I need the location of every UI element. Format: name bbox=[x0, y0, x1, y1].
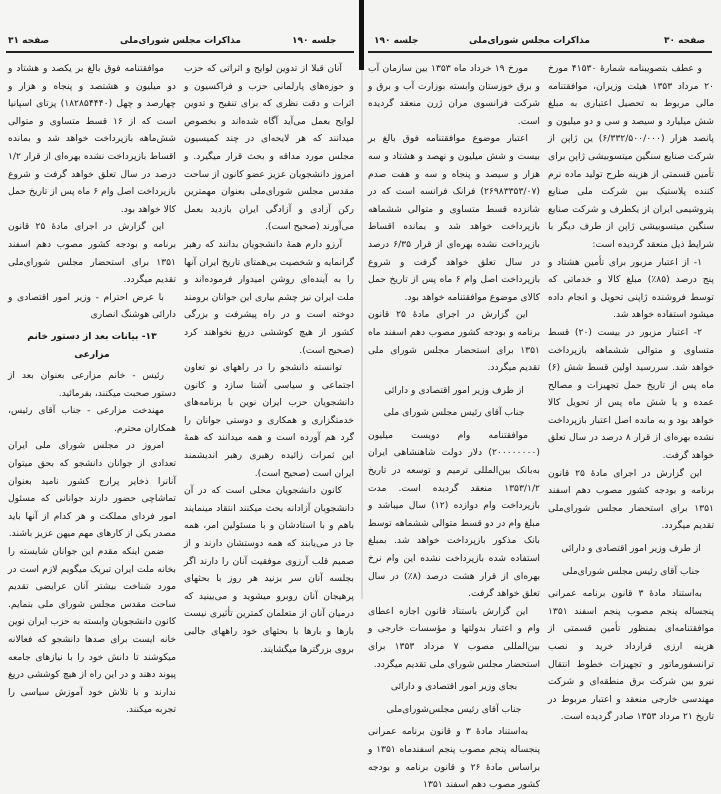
text-column-right bbox=[548, 60, 714, 726]
centered-line: از طرف وزیر امور اقتصادی و دارائی bbox=[384, 384, 524, 396]
page-header bbox=[0, 36, 360, 50]
centered-line: جناب آقای رئیس مجلس شورای ملی bbox=[383, 407, 525, 419]
paragraph: آرزو دارم همهٔ دانشجویان بدانند که رهبر گرانمایه و شخصیت بی‌همتای تاریخ ایران آنها را به آینده‌ای روشن امیدوار فرموده‌اند و ملت ایران نیز چشم بیاری این جوانان برومند دوخته است و در راه پیشرفت و بزرگی کشور از هیچ کوششی دریغ نخواهند کرد (صحیح است). bbox=[184, 238, 354, 356]
paragraph: موافقتنامه فوق بالغ بر یکصد و هشتاد و دو میلیون و هشتصد و پنجاه و هزار و چهارصد و چهل (۱۸۲۸۵۴۴۴۰) پزتای اسپانیا است که از ۱۶ قسط متساوی و متوالی شش‌ماهه بازپرداخت خواهد شد و بمانده اقساط بازپرداخت نشده بهره‌ای از قرار ۱/۲ درصد در سال تعلق خواهد گرفت و شروع بازپرداخت اصل وام ۶ ماه پس از تاریخ حمل کالا خواهد بود. bbox=[8, 63, 176, 215]
page-fold bbox=[361, 70, 363, 599]
paragraph: ۲- اعتبار مزبور در بیست (۲۰) قسط متساوی و متوالی ششماهه بازپرداخت خواهد شد. سررسید اولین قسط شش (۶) ماه پس از تاریخ حمل تجهیزات و مصالح عمده و یا شش ماه پس از تحویل کالا خواهد بود و به مانده اصل اعتبار بازپرداخت نشده بهره‌ای از قرار ۸ درصد در سال تعلق خواهد گرفت. bbox=[548, 326, 714, 462]
page-30 bbox=[364, 0, 721, 791]
paragraph: این گزارش در اجرای مادهٔ ۲۵ قانون برنامه و بودجه کشور مصوب دهم اسفند ماه ۱۳۵۱ برای استحضار مجلس شورای ملی تقدیم میگردد. bbox=[368, 309, 540, 374]
session-number: جلسه ۱۹۰ bbox=[374, 36, 419, 46]
header-rule bbox=[368, 51, 712, 53]
paragraph: مورخ ۱۹ خرداد ماه ۱۳۵۳ بین سازمان آب و برق خوزستان وابسته بوزارت آب و برق و شرکت فرانسوی مران ژرن منعقد گردیده است. bbox=[368, 63, 540, 127]
paragraph: به‌استناد مادهٔ ۳ و قانون برنامه عمرانی پنجساله پنجم مصوب پنجم اسفندماه ۱۳۵۱ و براساس مادهٔ ۲۶ و قانون برنامه و بودجه کشور مصوب دهم اسفند ۱۳۵۱ bbox=[368, 726, 541, 791]
centered-line: جناب آقای رئیس مجلس شورای‌ملی bbox=[562, 565, 700, 577]
text-column-left bbox=[368, 60, 540, 794]
centered-line: از طرف وزیر امور اقتصادی و دارائی bbox=[561, 543, 701, 555]
header-title: مذاکرات مجلس شورای‌ملی bbox=[469, 36, 590, 46]
paragraph: این گزارش در اجرای مادهٔ ۲۵ قانون برنامه و بودجه کشور مصوب دهم اسفند ۱۳۵۱ برای استحضار مجلس شورای‌ملی تقدیم میگردد. bbox=[8, 221, 176, 286]
centered-line: جناب آقای رئیس مجلس‌شورای‌ملی bbox=[386, 703, 522, 715]
section-heading: ۱۳- بیانات بعد از دستور خانم مزارعی bbox=[27, 330, 157, 360]
paragraph: این گزارش باستناد قانون اجازه اعطای وام و اعتبار بدولتها و مؤسسات خارجی و بین‌المللی مصوب ۷ مرداد ۱۳۵۳ برای استحضار مجلس شورای ملی تقدیم میگردد. bbox=[368, 605, 540, 670]
paragraph: اعتبار موضوع موافقتنامه فوق بالغ بر بیست و شش میلیون و نهصد و هشتاد و سه هزار و سیصد و پنجاه و سه و هفت صدم (۲۶۹۸۳۳۵۳/۰۷) فرانک فرانسه است که در شانزده قسط متساوی و متوالی ششماهه بازپرداخت خواهد شد و بمانده اقساط بازپرداخت نشده بهره‌ای از قرار ۶/۳۵ درصد در سال تعلق خواهد گرفت و شروع بازپرداخت اصل وام ۶ ماه پس از تاریخ حمل کالای موضوع موافقتنامه خواهد بود. bbox=[368, 133, 540, 303]
paragraph: توانسته دانشجو را در راههای نو تعاون اجتماعی و سیاسی آشنا سازد و کانون دانشجویان حزب ایران نوین با برنامه‌های خدمتگزاری و همکاری و دوستی جوانان را گرد هم آورده است و همه میدانند که همهٔ این ثمرات زائیده رهبری رهبر اندیشمند ایران است (صحیح است). bbox=[184, 362, 354, 479]
page-number: صفحه ۳۰ bbox=[664, 36, 706, 46]
page-31 bbox=[0, 0, 360, 716]
paragraph: رئیس - خانم مزارعی بعنوان بعد از دستور صحبت میکنند، بفرمائید. bbox=[8, 370, 176, 399]
paragraph: آنان قبلا از تدوین لوایح و اثراتی که حزب و حوزه‌های پارلمانی حزب و فراکسیون و اثرات و دقت نظری که برای تنقیح و تدوین لوایح بعمل می‌آید آگاه شده‌اند و بخصوص میدانند که هر لایحه‌ای در چند کمیسیون مجلس مورد مداقه و بحث قرار میگیرد. و امروز دانشجویان عزیز عضو کانون از ساحت مقدس مجلس شورای‌ملی بعنوان مهمترین رکن آزادی و آزادگی ایران بازدید بعمل می‌آورند (صحیح است). bbox=[184, 63, 354, 233]
paragraph: این گزارش در اجرای مادهٔ ۲۵ قانون برنامه و بودجه کشور مصوب دهم اسفند ۱۳۵۱ برای استحضار مجلس شورای‌ملی تقدیم میگردد. bbox=[548, 467, 714, 532]
page-number: صفحه ۳۱ bbox=[8, 36, 50, 46]
paragraph: ضمن اینکه مقدم این جوانان شایسته را بخانه ملت ایران تبریک میگویم لازم است در مورد شناخت بیشتر آنان عرایضی تقدیم ساحت مقدس مجلس شورای ملی بنمایم. کانون دانشجویان وابسته به حزب ایران نوین خانه ایست برای صدها دانشجو که فعالانه میکوشند تا دانش خود را با نیازهای جامعه پیوند دهند و در این راه از هیچ کوششی دریغ ندارند و با تلاش خود آموزش سیاسی را تجربه میکنند. bbox=[8, 546, 176, 716]
paragraph: و عطف بتصویبنامه شمارهٔ ۴۱۵۳۰ مورخ ۲۰ مرداد ۱۳۵۳ هیئت وزیران، موافقتنامه مالی مربوط به تحصیل اعتباری به مبلغ شش میلیارد و سیصد و سی و دو میلیون و پانصد هزار (۶/۳۳۲/۵۰۰/۰۰۰) ین ژاپن از شرکت صنایع سنگین میتسوبیشی ژاپن برای تأمین قسمتی از هزینه طرح تولید ماده نرم کننده پلاستیک بین شرکت ملی صنایع پتروشیمی ایران از یکطرف و شرکت صنایع سنگین میتسوبیشی ژاپن از طرف دیگر با شرایط ذیل منعقد گردیده است: bbox=[548, 63, 714, 250]
text-column-right bbox=[184, 60, 354, 658]
paragraph: امروز در مجلس شورای ملی ایران تعدادی از جوانان دانشجو که بحق میتوان آنانرا ذخایر پرارج کشور نامید بعنوان تماشاچی حضور دارند جوانانی که مسئول امور فردای مملکت و هر کدام از آنها باید مصدر یکی از کارهای مهم میهن عزیز باشند. bbox=[8, 440, 176, 540]
paragraph: مهندخت مزارعی - جناب آقای رئیس، همکاران محترم. bbox=[8, 405, 176, 434]
header-title: مذاکرات مجلس شورای‌ملی bbox=[120, 36, 241, 46]
paragraph: با عرض احترام - وزیر امور اقتصادی و دارائی هوشنگ انصاری bbox=[8, 291, 176, 321]
paragraph: به‌استناد مادهٔ ۳ قانون برنامه عمرانی پنجساله پنجم مصوب پنجم اسفند ۱۳۵۱ موافقتنامه‌ای بمنظور تأمین قسمتی از هزینه ارزی قرارداد خرید و نصب ترانسفورماتور و تجهیزات خطوط انتقال نیرو بین شرکت برق منطقه‌ای و شرکت مهندسی خارجی منعقد و اعتبار مربوط در تاریخ ۲۱ مرداد ۱۳۵۳ صادر گردیده است. bbox=[548, 588, 714, 723]
header-rule bbox=[6, 51, 354, 53]
paragraph: کانون دانشجویان محلی است که در آن دانشجویان آزادانه بحث میکنند انتقاد مینمایند باهم و با استادشان و با مسئولین امر، همه جا در می‌یابند که همه دوستشان دارند و از صمیم قلب آرزوی موفقیت آنان را دارند اگر بجلسه آنان سر بزنید هر روز با بحثهای پرهیجان آنان روبرو میشوید و می‌بینید که درمیان آنان از متعلمان کمترین تأثیری نیست بارها و بارها با بحثهای خود راههای جالبی بروی بزرگترها میگشایند. bbox=[184, 485, 354, 655]
text-column-left bbox=[8, 60, 176, 719]
paragraph: ۱- از اعتبار مزبور برای تأمین هشتاد و پنج درصد (۸۵٪) مبلغ کالا و خدماتی که توسط فروشنده ژاپنی تحویل و انجام داده میشود استفاده خواهد شد. bbox=[548, 256, 714, 321]
page-header bbox=[364, 36, 721, 50]
paragraph: موافقتنامه وام دویست میلیون (۲۰۰۰۰۰۰۰۰) دلار دولت شاهنشاهی ایران به‌بانک بین‌المللی ترمیم و توسعه در تاریخ ۱۳۵۳/۱/۲ منعقد گردیده است. مدت بازپرداخت وام دوازده (۱۲) سال میباشد و مبلغ وام در دو قسط متوالی ششماهه توسط بانک مذکور بازپرداخت خواهد شد. بمبلغ استفاده شده بازپرداخت نشده این وام نرخ بهره‌ای از قرار هشت درصد (۸٪) در سال تعلق خواهد گرفت. bbox=[368, 429, 540, 600]
session-number: جلسه ۱۹۰ bbox=[292, 36, 337, 46]
centered-line: بجای وزیر امور اقتصادی و دارائی bbox=[390, 681, 518, 693]
